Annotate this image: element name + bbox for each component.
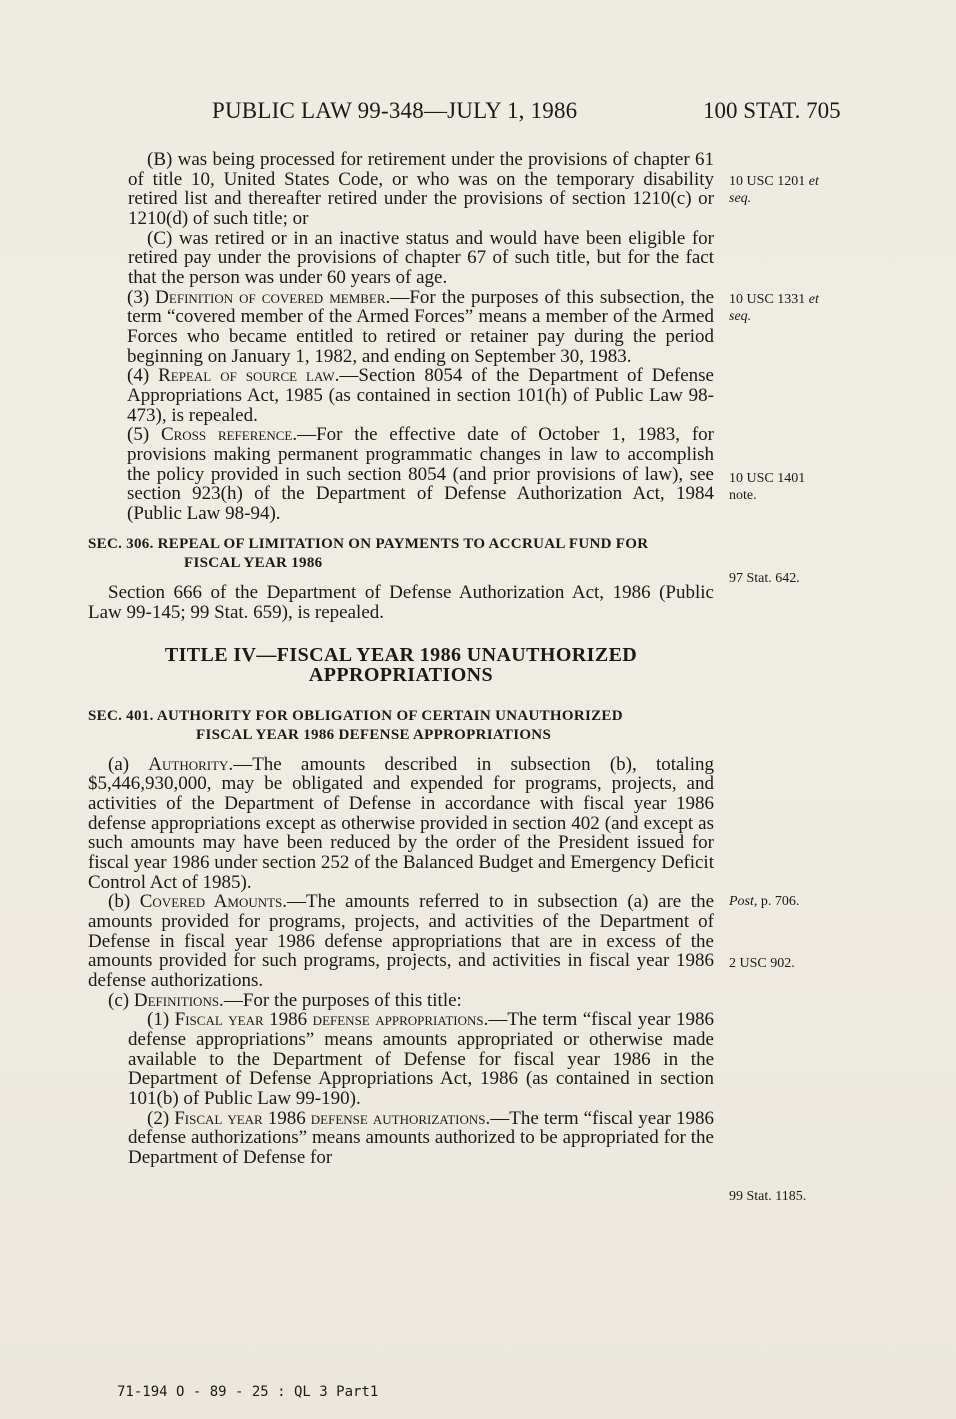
paragraph-c1-text: —The term “fiscal year 1986 defense appropriations” means amounts appropriated or otherwise made available to the Department of Defense for fiscal year 1986 in the Department of Defense Appropriations Act, 1986 (as contained in section 101(b) of Public Law 99-190). [128,1009,714,1109]
paragraph-c2 [88,1109,714,1168]
title-iv-line2: APPROPRIATIONS [308,663,494,686]
paragraph-c-definitions-text: —For the purposes of this title: [223,989,462,1011]
paragraph-c1-heading: Fiscal year 1986 defense appropriations. [174,1009,489,1031]
paragraph-b-covered-text: —The amounts referred to in subsection (a) are the amounts provided for programs, projects, and activities of the Department of Defense in fiscal year 1986 defense appropriations that are in excess of the amounts provided for such programs, projects, and activities in fiscal year 1986 defense authorizations. [88,891,715,991]
margin-note-2-seq: seq. [729,309,752,324]
margin-note-2-usc-902: 2 USC 902. [729,956,795,971]
paragraph-5-label: (5) [127,424,161,446]
paragraph-a-label: (a) [108,753,149,775]
margin-note-3-line1: 10 USC 1401 [729,471,806,486]
paragraph-4-heading: Repeal of source law. [158,365,340,387]
paragraph-4-label: (4) [127,365,159,387]
margin-note-10-usc-1331 [729,291,819,325]
section-401-heading-line2: FISCAL YEAR 1986 DEFENSE APPROPRIATIONS [196,726,552,743]
stat-page-number: 100 STAT. 705 [703,98,841,123]
paragraph-4-text: —Section 8054 of the Department of Defense Appropriations Act, 1985 (as contained in section 101(h) of Public Law 98-473), is repealed. [127,365,714,426]
paragraph-5-text: —For the effective date of October 1, 1983, for provisions making permanent programmatic changes in law to accomplish the policy provided in such section 8054 (and prior provisions of law), see section 923(h) of the Department of Defense Authorization Act, 1984 (Public Law 98-94). [127,424,714,524]
margin-note-3-line2: note. [729,488,757,503]
margin-note-1-et: et [808,174,819,189]
paragraph-5-heading: Cross reference. [160,424,298,446]
paragraph-b-covered-label: (b) [108,891,140,913]
section-401-heading-line1: SEC. 401. AUTHORITY FOR OBLIGATION OF CERTAIN UNAUTHORIZED [88,707,623,724]
paragraph-c-definitions-label: (c) [108,989,134,1011]
paragraph-c-definitions [88,991,714,1011]
paragraph-c2-label: (2) [147,1107,175,1129]
paragraph-c2-heading: Fiscal year 1986 defense authorizations. [174,1107,491,1129]
paragraph-4 [88,366,714,425]
margin-note-10-usc-1201 [729,173,819,207]
paragraph-a-text: —The amounts described in subsection (b), totaling $5,446,930,000, may be obligated and expended for programs, projects, and activities of the Department of Defense in accordance with fiscal year 1986 defense appropriations except as otherwise provided in section 402 (and except as such amounts may have been reduced by the order of the President issued for fiscal year 1986 under section 252 of the Balanced Budget and Emergency Deficit Control Act of 1985). [88,753,714,893]
paragraph-3 [88,288,714,367]
document-body [88,150,714,1168]
margin-note-99-stat: 99 Stat. 1185. [729,1189,807,1204]
margin-note-post-italic: Post, [729,894,758,909]
margin-note-2-text: 10 USC 1331 [729,292,809,307]
margin-note-post [729,893,799,910]
paragraph-c: (C) was retired or in an inactive status and would have been eligible for retired pay under the provisions of chapter 67 of such title, but for the fact that the person was under 60 years of age. [128,227,714,288]
paragraph-5 [88,425,714,523]
margin-note-10-usc-1401 [729,470,805,504]
paragraph-b-covered-heading: Covered Amounts. [139,891,288,913]
section-306-text: Section 666 of the Department of Defense Authorization Act, 1986 (Public Law 99-145; 99 Stat. 659), is repealed. [88,582,714,624]
paragraph-c-definitions-heading: Definitions. [133,989,224,1011]
title-iv-heading [88,645,714,685]
running-head: PUBLIC LAW 99-348—JULY 1, 1986 [212,98,578,123]
paragraph-3-text: —For the purposes of this subsection, the term “covered member of the Armed Forces” means a member of the Armed Forces who became entitled to retired or retainer pay during the period beginning on January 1, 1982, and ending on September 30, 1983. [127,286,715,367]
margin-note-1-text: 10 USC 1201 [729,174,809,189]
section-306-heading-line1: SEC. 306. REPEAL OF LIMITATION ON PAYMENTS TO ACCRUAL FUND FOR [88,536,649,553]
paragraph-c1-label: (1) [147,1009,175,1031]
paragraph-3-heading: Definition of covered member. [155,286,391,308]
section-306-heading-line2: FISCAL YEAR 1986 [184,555,323,572]
paragraph-3-label: (3) [127,286,156,308]
paragraph-a [88,755,714,893]
paragraph-c1 [88,1010,714,1108]
title-iv-line1: TITLE IV—FISCAL YEAR 1986 UNAUTHORIZED [164,643,638,666]
section-401-heading [88,707,714,745]
paragraph-c2-text: —The term “fiscal year 1986 defense authorizations” means amounts authorized to be appropriated for the Department of Defense for [128,1107,715,1168]
margin-note-97-stat: 97 Stat. 642. [729,571,800,586]
margin-note-1-seq: seq. [729,191,752,206]
paragraph-b-covered [88,892,714,990]
margin-note-2-et: et [808,292,819,307]
paragraph-b: (B) was being processed for retirement under the provisions of chapter 61 of title 10, United States Code, or who was on the temporary disability retired list and thereafter retired under the provisions of section 1210(c) or 1210(d) of such title; or [128,149,714,229]
margin-note-post-rest: p. 706. [757,894,800,909]
printer-footer: 71-194 O - 89 - 25 : QL 3 Part1 [117,1384,379,1400]
paragraph-a-heading: Authority. [148,753,234,775]
section-306-heading [88,535,714,573]
